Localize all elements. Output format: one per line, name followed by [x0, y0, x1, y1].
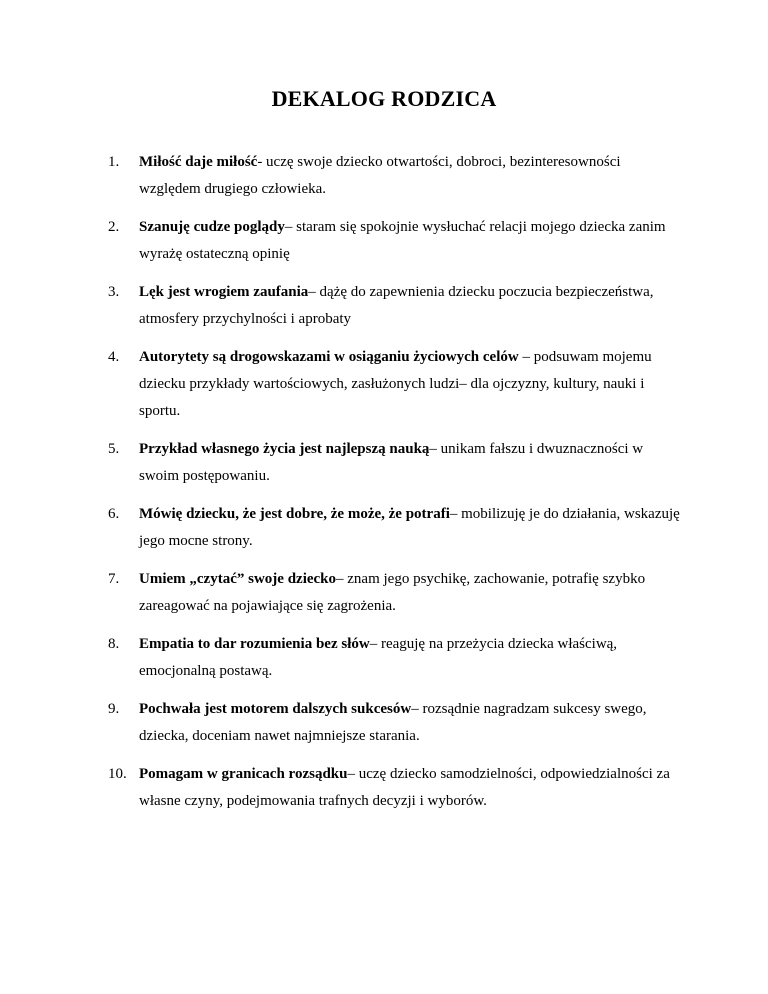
item-text: – znam jego psychikę, zachowanie, potrafię szybko zareagować na pojawiające się zagrożenia. — [139, 571, 646, 614]
item-heading: Pomagam w granicach rozsądku — [139, 766, 348, 782]
item-number: 6. — [108, 506, 120, 522]
item-text: – rozsądnie nagradzam sukcesy swego, dziecka, doceniam nawet najmniejsze starania. — [139, 701, 647, 744]
item-text: – uczę dziecko samodzielności, odpowiedzialności za własne czyny, podejmowania trafnych decyzji i wyborów. — [139, 766, 670, 809]
item-heading: Miłość daje miłość — [139, 154, 258, 170]
list-item — [108, 279, 683, 333]
item-text: – unikam fałszu i dwuznaczności w swoim postępowaniu. — [139, 441, 644, 484]
item-number: 5. — [108, 441, 120, 457]
list-item — [108, 696, 683, 750]
item-number: 8. — [108, 636, 120, 652]
item-text: – podsuwam mojemu dziecku przykłady wartościowych, zasłużonych ludzi– dla ojczyzny, kultury, nauki i sportu. — [139, 349, 652, 419]
item-heading: Szanuję cudze poglądy — [139, 219, 285, 235]
list-item — [108, 344, 683, 425]
item-text: - uczę swoje dziecko otwartości, dobroci, bezinteresowności względem drugiego człowieka. — [139, 154, 621, 197]
item-number: 3. — [108, 284, 120, 300]
list-item — [108, 761, 683, 815]
item-number: 2. — [108, 219, 120, 235]
decalogue-list — [108, 149, 683, 826]
item-heading: Lęk jest wrogiem zaufania — [139, 284, 309, 300]
item-heading: Mówię dziecku, że jest dobre, że może, że potrafi — [139, 506, 450, 522]
item-heading: Umiem „czytać” swoje dziecko — [139, 571, 337, 587]
list-item — [108, 149, 683, 203]
document-title: DEKALOG RODZICA — [271, 86, 497, 111]
list-item — [108, 501, 683, 555]
item-number: 7. — [108, 571, 120, 587]
item-number: 1. — [108, 154, 120, 170]
item-heading: Autorytety są drogowskazami w osiąganiu życiowych celów — [139, 349, 519, 365]
item-heading: Przykład własnego życia jest najlepszą nauką — [139, 441, 430, 457]
item-number: 10. — [108, 766, 127, 782]
item-text: – reaguję na przeżycia dziecka właściwą, emocjonalną postawą. — [139, 636, 618, 679]
item-text: – dążę do zapewnienia dziecku poczucia bezpieczeństwa, atmosfery przychylności i aprobaty — [139, 284, 654, 327]
item-heading: Pochwała jest motorem dalszych sukcesów — [139, 701, 412, 717]
list-item — [108, 631, 683, 685]
list-item — [108, 566, 683, 620]
item-number: 9. — [108, 701, 120, 717]
item-text: – staram się spokojnie wysłuchać relacji mojego dziecka zanim wyrażę ostateczną opinię — [139, 219, 666, 262]
item-text: – mobilizuję je do działania, wskazuję jego mocne strony. — [139, 506, 680, 549]
list-item — [108, 214, 683, 268]
item-number: 4. — [108, 349, 120, 365]
item-heading: Empatia to dar rozumienia bez słów — [139, 636, 370, 652]
list-item — [108, 436, 683, 490]
